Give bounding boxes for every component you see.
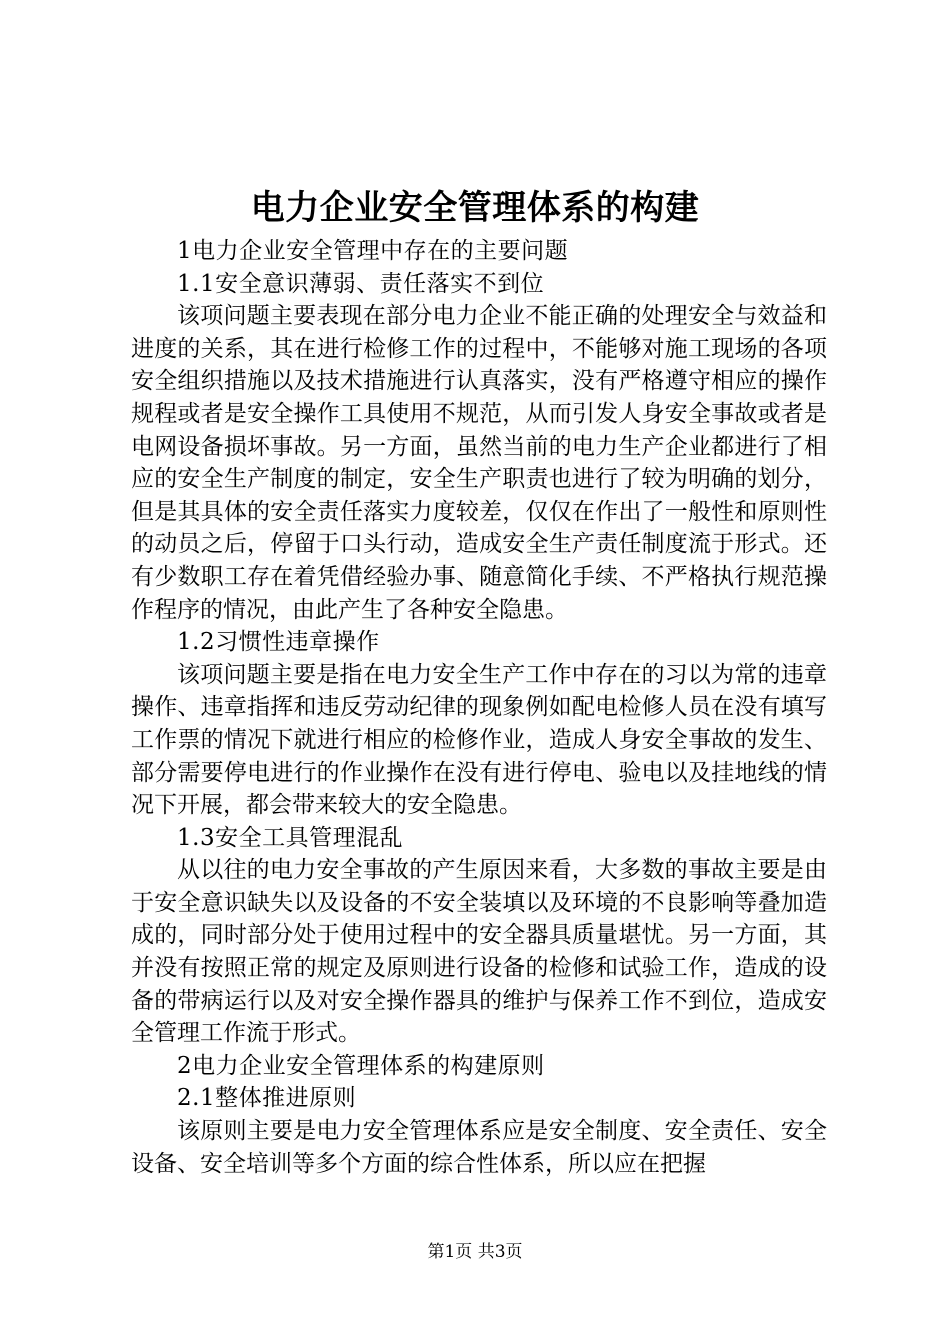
document-body [131, 235, 827, 1180]
subsection-heading-2-1: 2.1整体推进原则 [177, 1085, 357, 1112]
paragraph-2-1: 该原则主要是电力安全管理体系应是安全制度、安全责任、安全设备、安全培训等多个方面的综合性体系，所以应在把握 [131, 1118, 827, 1177]
section-heading-1: 1电力企业安全管理中存在的主要问题 [177, 238, 569, 264]
subsection-heading-1-2: 1.2习惯性违章操作 [177, 629, 380, 656]
section-heading-2: 2电力企业安全管理体系的构建原则 [177, 1052, 545, 1079]
page-footer: 第1页 共3页 [427, 1242, 523, 1262]
subsection-heading-1-3: 1.3安全工具管理混乱 [177, 824, 404, 851]
paragraph-1-3: 从以往的电力安全事故的产生原因来看，大多数的事故主要是由于安全意识缺失以及设备的不安全装填以及环境的不良影响等叠加造成的，同时部分处于使用过程中的安全器具质量堪忧。另一方面，其并没有按照正常的规定及原则进行设备的检修和试验工作，造成的设备的带病运行以及对安全操作器具的维护与保养工作不到位，造成安全管理工作流于形式。 [131, 857, 827, 1047]
document-title: 电力企业安全管理体系的构建 [250, 188, 700, 228]
paragraph-1-2: 该项问题主要是指在电力安全生产工作中存在的习以为常的违章操作、违章指挥和违反劳动纪律的现象例如配电检修人员在没有填写工作票的情况下就进行相应的检修作业，造成人身安全事故的发生、部分需要停电进行的作业操作在没有进行停电、验电以及挂地线的情况下开展，都会带来较大的安全隐患。 [131, 661, 827, 819]
paragraph-1-1: 该项问题主要表现在部分电力企业不能正确的处理安全与效益和进度的关系，其在进行检修工作的过程中，不能够对施工现场的各项安全组织措施以及技术措施进行认真落实，没有严格遵守相应的操作规程或者是安全操作工具使用不规范，从而引发人身安全事故或者是电网设备损坏事故。另一方面，虽然当前的电力生产企业都进行了相应的安全生产制度的制定，安全生产职责也进行了较为明确的划分，但是其具体的安全责任落实力度较差，仅仅在作出了一般性和原则性的动员之后，停留于口头行动，造成安全生产责任制度流于形式。还有少数职工存在着凭借经验办事、随意简化手续、不严格执行规范操作程序的情况，由此产生了各种安全隐患。 [131, 303, 827, 623]
subsection-heading-1-1: 1.1安全意识薄弱、责任落实不到位 [177, 270, 545, 297]
